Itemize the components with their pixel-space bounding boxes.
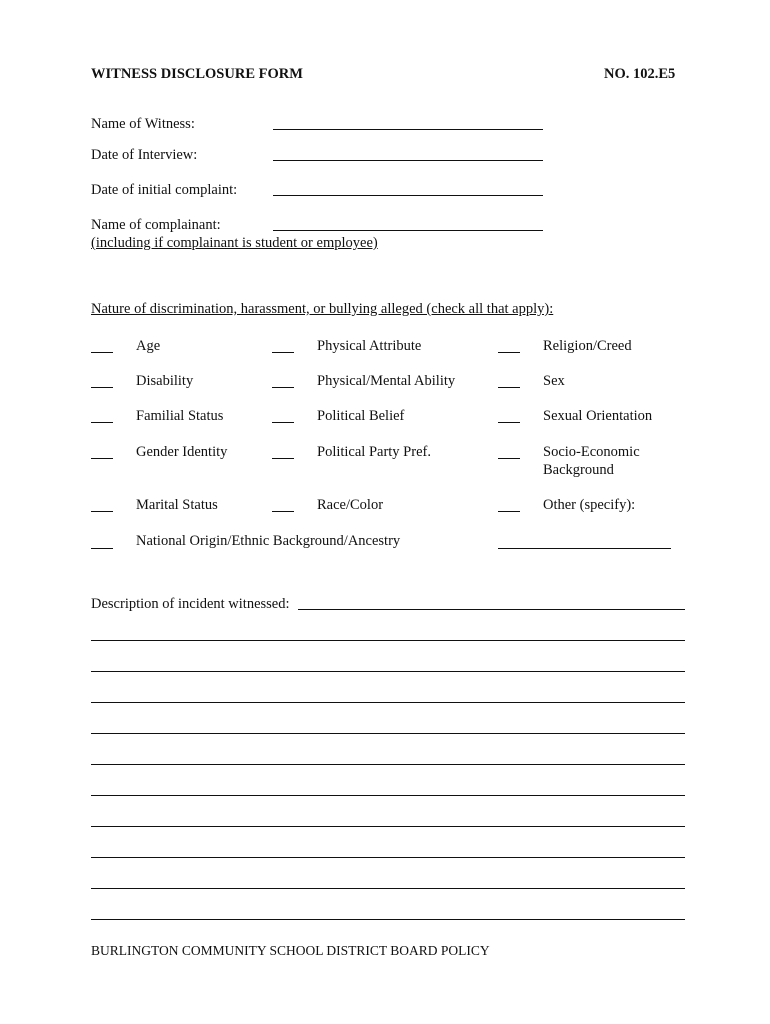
- description-line[interactable]: [91, 888, 685, 889]
- interview-date-label: Date of Interview:: [91, 147, 198, 163]
- description-line[interactable]: [91, 919, 685, 920]
- description-line[interactable]: [91, 733, 685, 734]
- checkbox-religion-creed[interactable]: [498, 352, 520, 353]
- checkbox-physical-mental-ability[interactable]: [272, 387, 294, 388]
- description-label: Description of incident witnessed:: [91, 596, 290, 612]
- witness-name-field[interactable]: [273, 129, 543, 130]
- description-line[interactable]: [91, 640, 685, 641]
- checkbox-disability[interactable]: [91, 387, 113, 388]
- checkbox-national-origin[interactable]: [91, 548, 113, 549]
- option-familial-status: Familial Status: [136, 408, 224, 424]
- option-sex: Sex: [543, 373, 565, 389]
- description-line[interactable]: [91, 764, 685, 765]
- option-political-belief: Political Belief: [317, 408, 405, 424]
- option-marital-status: Marital Status: [136, 497, 218, 513]
- form-number: NO. 102.E5: [604, 66, 676, 82]
- option-religion-creed: Religion/Creed: [543, 338, 632, 354]
- description-line-first[interactable]: [298, 609, 685, 610]
- checkbox-familial-status[interactable]: [91, 422, 113, 423]
- witness-name-label: Name of Witness:: [91, 116, 195, 132]
- option-socio-economic-cont: Background: [543, 462, 614, 478]
- nature-heading: Nature of discrimination, harassment, or bullying alleged (check all that apply):: [91, 301, 554, 317]
- option-race-color: Race/Color: [317, 497, 384, 513]
- checkbox-age[interactable]: [91, 352, 113, 353]
- checkbox-socio-economic[interactable]: [498, 458, 520, 459]
- checkbox-political-belief[interactable]: [272, 422, 294, 423]
- option-sexual-orientation: Sexual Orientation: [543, 408, 653, 424]
- option-disability: Disability: [136, 373, 194, 389]
- option-national-origin: National Origin/Ethnic Background/Ancestry: [136, 533, 401, 549]
- option-physical-attribute: Physical Attribute: [317, 338, 422, 354]
- complainant-note: (including if complainant is student or employee): [91, 235, 378, 251]
- option-other: Other (specify):: [543, 497, 636, 513]
- description-line[interactable]: [91, 826, 685, 827]
- option-age: Age: [136, 338, 161, 354]
- complainant-name-label: Name of complainant:: [91, 217, 221, 233]
- checkbox-race-color[interactable]: [272, 511, 294, 512]
- option-socio-economic: Socio-Economic: [543, 444, 640, 460]
- initial-complaint-date-field[interactable]: [273, 195, 543, 196]
- option-gender-identity: Gender Identity: [136, 444, 228, 460]
- description-line[interactable]: [91, 795, 685, 796]
- description-line[interactable]: [91, 702, 685, 703]
- checkbox-sexual-orientation[interactable]: [498, 422, 520, 423]
- description-line[interactable]: [91, 671, 685, 672]
- complainant-name-field[interactable]: [273, 230, 543, 231]
- checkbox-sex[interactable]: [498, 387, 520, 388]
- checkbox-political-party-pref[interactable]: [272, 458, 294, 459]
- checkbox-marital-status[interactable]: [91, 511, 113, 512]
- option-political-party-pref: Political Party Pref.: [317, 444, 431, 460]
- other-specify-field[interactable]: [498, 548, 671, 549]
- option-physical-mental-ability: Physical/Mental Ability: [317, 373, 456, 389]
- footer-text: BURLINGTON COMMUNITY SCHOOL DISTRICT BOARD POLICY: [91, 943, 490, 958]
- description-line[interactable]: [91, 857, 685, 858]
- form-title: WITNESS DISCLOSURE FORM: [91, 66, 303, 82]
- checkbox-other[interactable]: [498, 511, 520, 512]
- interview-date-field[interactable]: [273, 160, 543, 161]
- checkbox-gender-identity[interactable]: [91, 458, 113, 459]
- checkbox-physical-attribute[interactable]: [272, 352, 294, 353]
- initial-complaint-date-label: Date of initial complaint:: [91, 182, 238, 198]
